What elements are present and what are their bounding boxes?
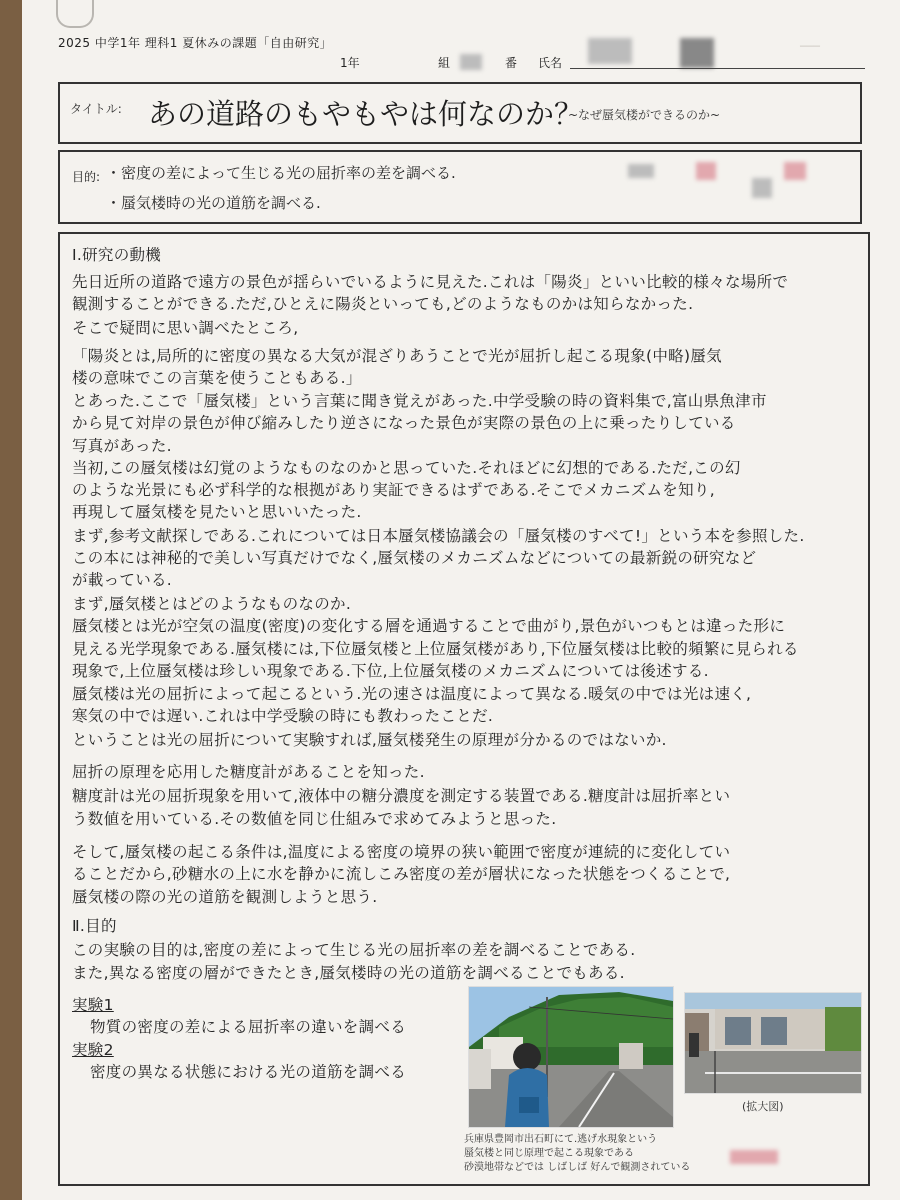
- body-line: 屈折の原理を応用した糖度計があることを知った.: [72, 763, 425, 781]
- purpose-box: [58, 150, 862, 224]
- redacted-mark-1: [628, 164, 654, 178]
- body-line: また,異なる密度の層ができたとき,蜃気楼時の光の道筋を調べることでもある.: [72, 964, 625, 982]
- body-line: 楼の意味でこの言葉を使うこともある.」: [72, 369, 362, 387]
- body-line: この本には神秘的で美しい写真だけでなく,蜃気楼のメカニズムなどについての最新鋭の研究など: [72, 549, 757, 567]
- photo1-caption-line-2: 蜃気楼と同じ原理で起こる現象である: [464, 1148, 634, 1159]
- body-line: 写真があった.: [72, 437, 172, 455]
- body-line: が載っている.: [72, 571, 173, 589]
- paper-clip: [56, 0, 94, 28]
- photo1-caption-line-3: 砂漠地帯などでは しばしば 好んで観測されている: [464, 1162, 691, 1173]
- body-line: 先日近所の道路で遠方の景色が揺らいでいるように見えた.これは「陽炎」といい比較的様々な場所で: [72, 273, 789, 291]
- course-header: 2025 中学1年 理科1 夏休みの課題「自由研究」: [58, 36, 333, 50]
- body-line: この実験の目的は,密度の差によって生じる光の屈折率の差を調べることである.: [72, 941, 636, 959]
- photo2-caption: (拡大図): [742, 1100, 784, 1113]
- title-label: タイトル:: [70, 102, 122, 116]
- title-subtitle: ~なぜ蜃気楼ができるのか~: [568, 108, 721, 122]
- title-box: [58, 82, 862, 144]
- redacted-mark-3: [784, 162, 806, 180]
- redacted-mark-5: [730, 1150, 778, 1164]
- experiment-2-desc: 密度の異なる状態における光の道筋を調べる: [90, 1063, 407, 1081]
- name-underline: [570, 68, 865, 69]
- zoom-photo-image: [685, 993, 861, 1093]
- redacted-mark-2: [696, 162, 716, 180]
- body-line: 蜃気楼の際の光の道筋を観測しようと思う.: [72, 888, 378, 906]
- body-line: 蜃気楼は光の屈折によって起こるという.光の速さは温度によって異なる.暖気の中では光は速く,: [72, 685, 752, 703]
- faint-bleedthrough: ───: [800, 40, 820, 53]
- body-line: とあった.ここで「蜃気楼」という言葉に聞き覚えがあった.中学受験の時の資料集で,富山県魚津市: [72, 392, 767, 410]
- road-photo: [468, 986, 674, 1128]
- name-label: 氏名: [538, 56, 563, 70]
- body-line-reference: まず,参考文献探しである.これについては日本蜃気楼協議会の「蜃気楼のすべて!」という本を参照した.: [72, 527, 805, 545]
- body-line: そこで疑問に思い調べたところ,: [72, 319, 299, 337]
- number-label: 番: [505, 56, 518, 70]
- grade-label: 1年: [340, 56, 360, 70]
- purpose-label: 目的:: [72, 170, 101, 184]
- body-line: ることだから,砂糖水の上に水を静かに流しこみ密度の差が層状になった状態をつくることで,: [72, 865, 731, 883]
- body-line: ということは光の屈折について実験すれば,蜃気楼発生の原理が分かるのではないか.: [72, 731, 667, 749]
- body-line: そして,蜃気楼の起こる条件は,温度による密度の境界の狭い範囲で密度が連続的に変化してい: [72, 843, 731, 861]
- body-line: のような光景にも必ず科学的な根拠があり実証できるはずである.そこでメカニズムを知り,: [72, 481, 715, 499]
- redacted-mark-4: [752, 178, 772, 198]
- body-line: 蜃気楼とは光が空気の温度(密度)の変化する層を通過することで曲がり,景色がいつもとは違った形に: [72, 617, 786, 635]
- section-heading-motive: Ⅰ.研究の動機: [72, 246, 162, 264]
- experiment-2-label: 実験2: [72, 1041, 114, 1059]
- body-line: 寒気の中では遅い.これは中学受験の時にも教わったことだ.: [72, 707, 494, 725]
- redacted-name-2: [680, 38, 714, 68]
- road-photo-image: [469, 987, 673, 1127]
- class-label: 組: [438, 56, 451, 70]
- title-main: あの道路のもやもやは何なのか？: [148, 97, 584, 131]
- zoom-photo: [684, 992, 862, 1094]
- experiment-1-desc: 物質の密度の差による屈折率の違いを調べる: [90, 1018, 407, 1036]
- section-heading-purpose: Ⅱ.目的: [72, 917, 117, 935]
- body-line: 観測することができる.ただ,ひとえに陽炎といっても,どのようなものかは知らなかった.: [72, 295, 694, 313]
- body-line: から見て対岸の景色が伸び縮みしたり逆さになった景色が実際の景色の上に乗ったりしている: [72, 414, 736, 432]
- body-line: 「陽炎とは,局所的に密度の異なる大気が混ざりあうことで光が屈折し起こる現象(中略)蜃気: [72, 347, 722, 365]
- photo1-caption-line-1: 兵庫県豊岡市出石町にて.逃げ水現象という: [464, 1134, 658, 1145]
- purpose-line-2: ・蜃気楼時の光の道筋を調べる.: [106, 194, 321, 212]
- body-line: 再現して蜃気楼を見たいと思いいたった.: [72, 503, 362, 521]
- body-line: 糖度計は光の屈折現象を用いて,液体中の糖分濃度を測定する装置である.糖度計は屈折率とい: [72, 787, 731, 805]
- redacted-name: [588, 38, 632, 64]
- redacted-class: [460, 54, 482, 70]
- experiment-1-label: 実験1: [72, 996, 114, 1014]
- body-line: う数値を用いている.その数値を同じ仕組みで求めてみようと思った.: [72, 810, 557, 828]
- body-line: まず,蜃気楼とはどのようなものなのか.: [72, 595, 352, 613]
- purpose-line-1: ・密度の差によって生じる光の屈折率の差を調べる.: [106, 164, 456, 182]
- body-line: 当初,この蜃気楼は幻覚のようなものなのかと思っていた.それほどに幻想的である.ただ,この幻: [72, 459, 741, 477]
- body-line: 見える光学現象である.蜃気楼には,下位蜃気楼と上位蜃気楼があり,下位蜃気楼は比較的頻繁に見られる: [72, 640, 799, 658]
- body-line: 現象で,上位蜃気楼は珍しい現象である.下位,上位蜃気楼のメカニズムについては後述する.: [72, 662, 709, 680]
